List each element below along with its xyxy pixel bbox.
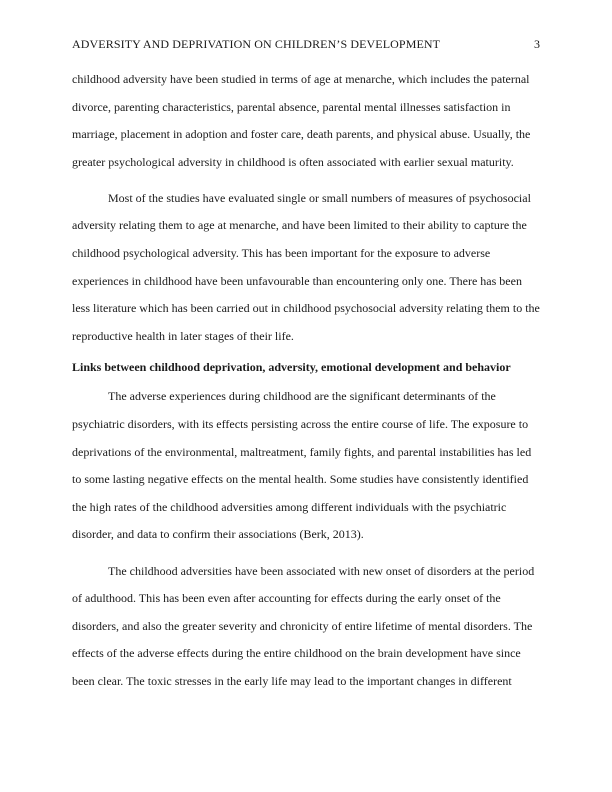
running-head: ADVERSITY AND DEPRIVATION ON CHILDREN’S DEVELOPMENT [72,37,441,51]
document-body [72,66,542,695]
paragraph: Most of the studies have evaluated single or small numbers of measures of psychosocial adversity relating them to age at menarche, and have been limited to their ability to capture the childhood psychological adversity. This has been important for the exposure to adverse experiences in childhood have been unfavourable than encountering only one. There has been less literature which has been carried out in childhood psychosocial adversity relating them to the reproductive health in later stages of their life. [72,190,540,343]
paragraph: The adverse experiences during childhood are the significant determinants of the psychiatric disorders, with its effects persisting across the entire course of life. The exposure to deprivations of the environmental, maltreatment, family fights, and parental instabilities has led to some lasting negative effects on the mental health. Some studies have consistently identified the high rates of the childhood adversities among different individuals with the psychiatric disorder, and data to confirm their associations (Berk, 2013). [72,389,532,542]
section-heading: Links between childhood deprivation, adversity, emotional development and behavior [72,360,511,375]
paragraph-continuation: childhood adversity have been studied in terms of age at menarche, which includes the paternal divorce, parenting characteristics, parental absence, parental mental illnesses satisfaction in marriage, placement in adoption and foster care, death parents, and physical abuse. Usually, the greater psychological adversity in childhood is often associated with earlier sexual maturity. [72,72,531,169]
page-header [72,36,540,52]
paragraph: The childhood adversities have been associated with new onset of disorders at the period of adulthood. This has been even after accounting for effects during the early onset of the disorders, and also the greater severity and chronicity of entire lifetime of mental disorders. The effects of the adverse effects during the entire childhood on the brain development have since been clear. The toxic stresses in the early life may lead to the important changes in different [72,563,535,688]
page-number: 3 [534,37,540,51]
